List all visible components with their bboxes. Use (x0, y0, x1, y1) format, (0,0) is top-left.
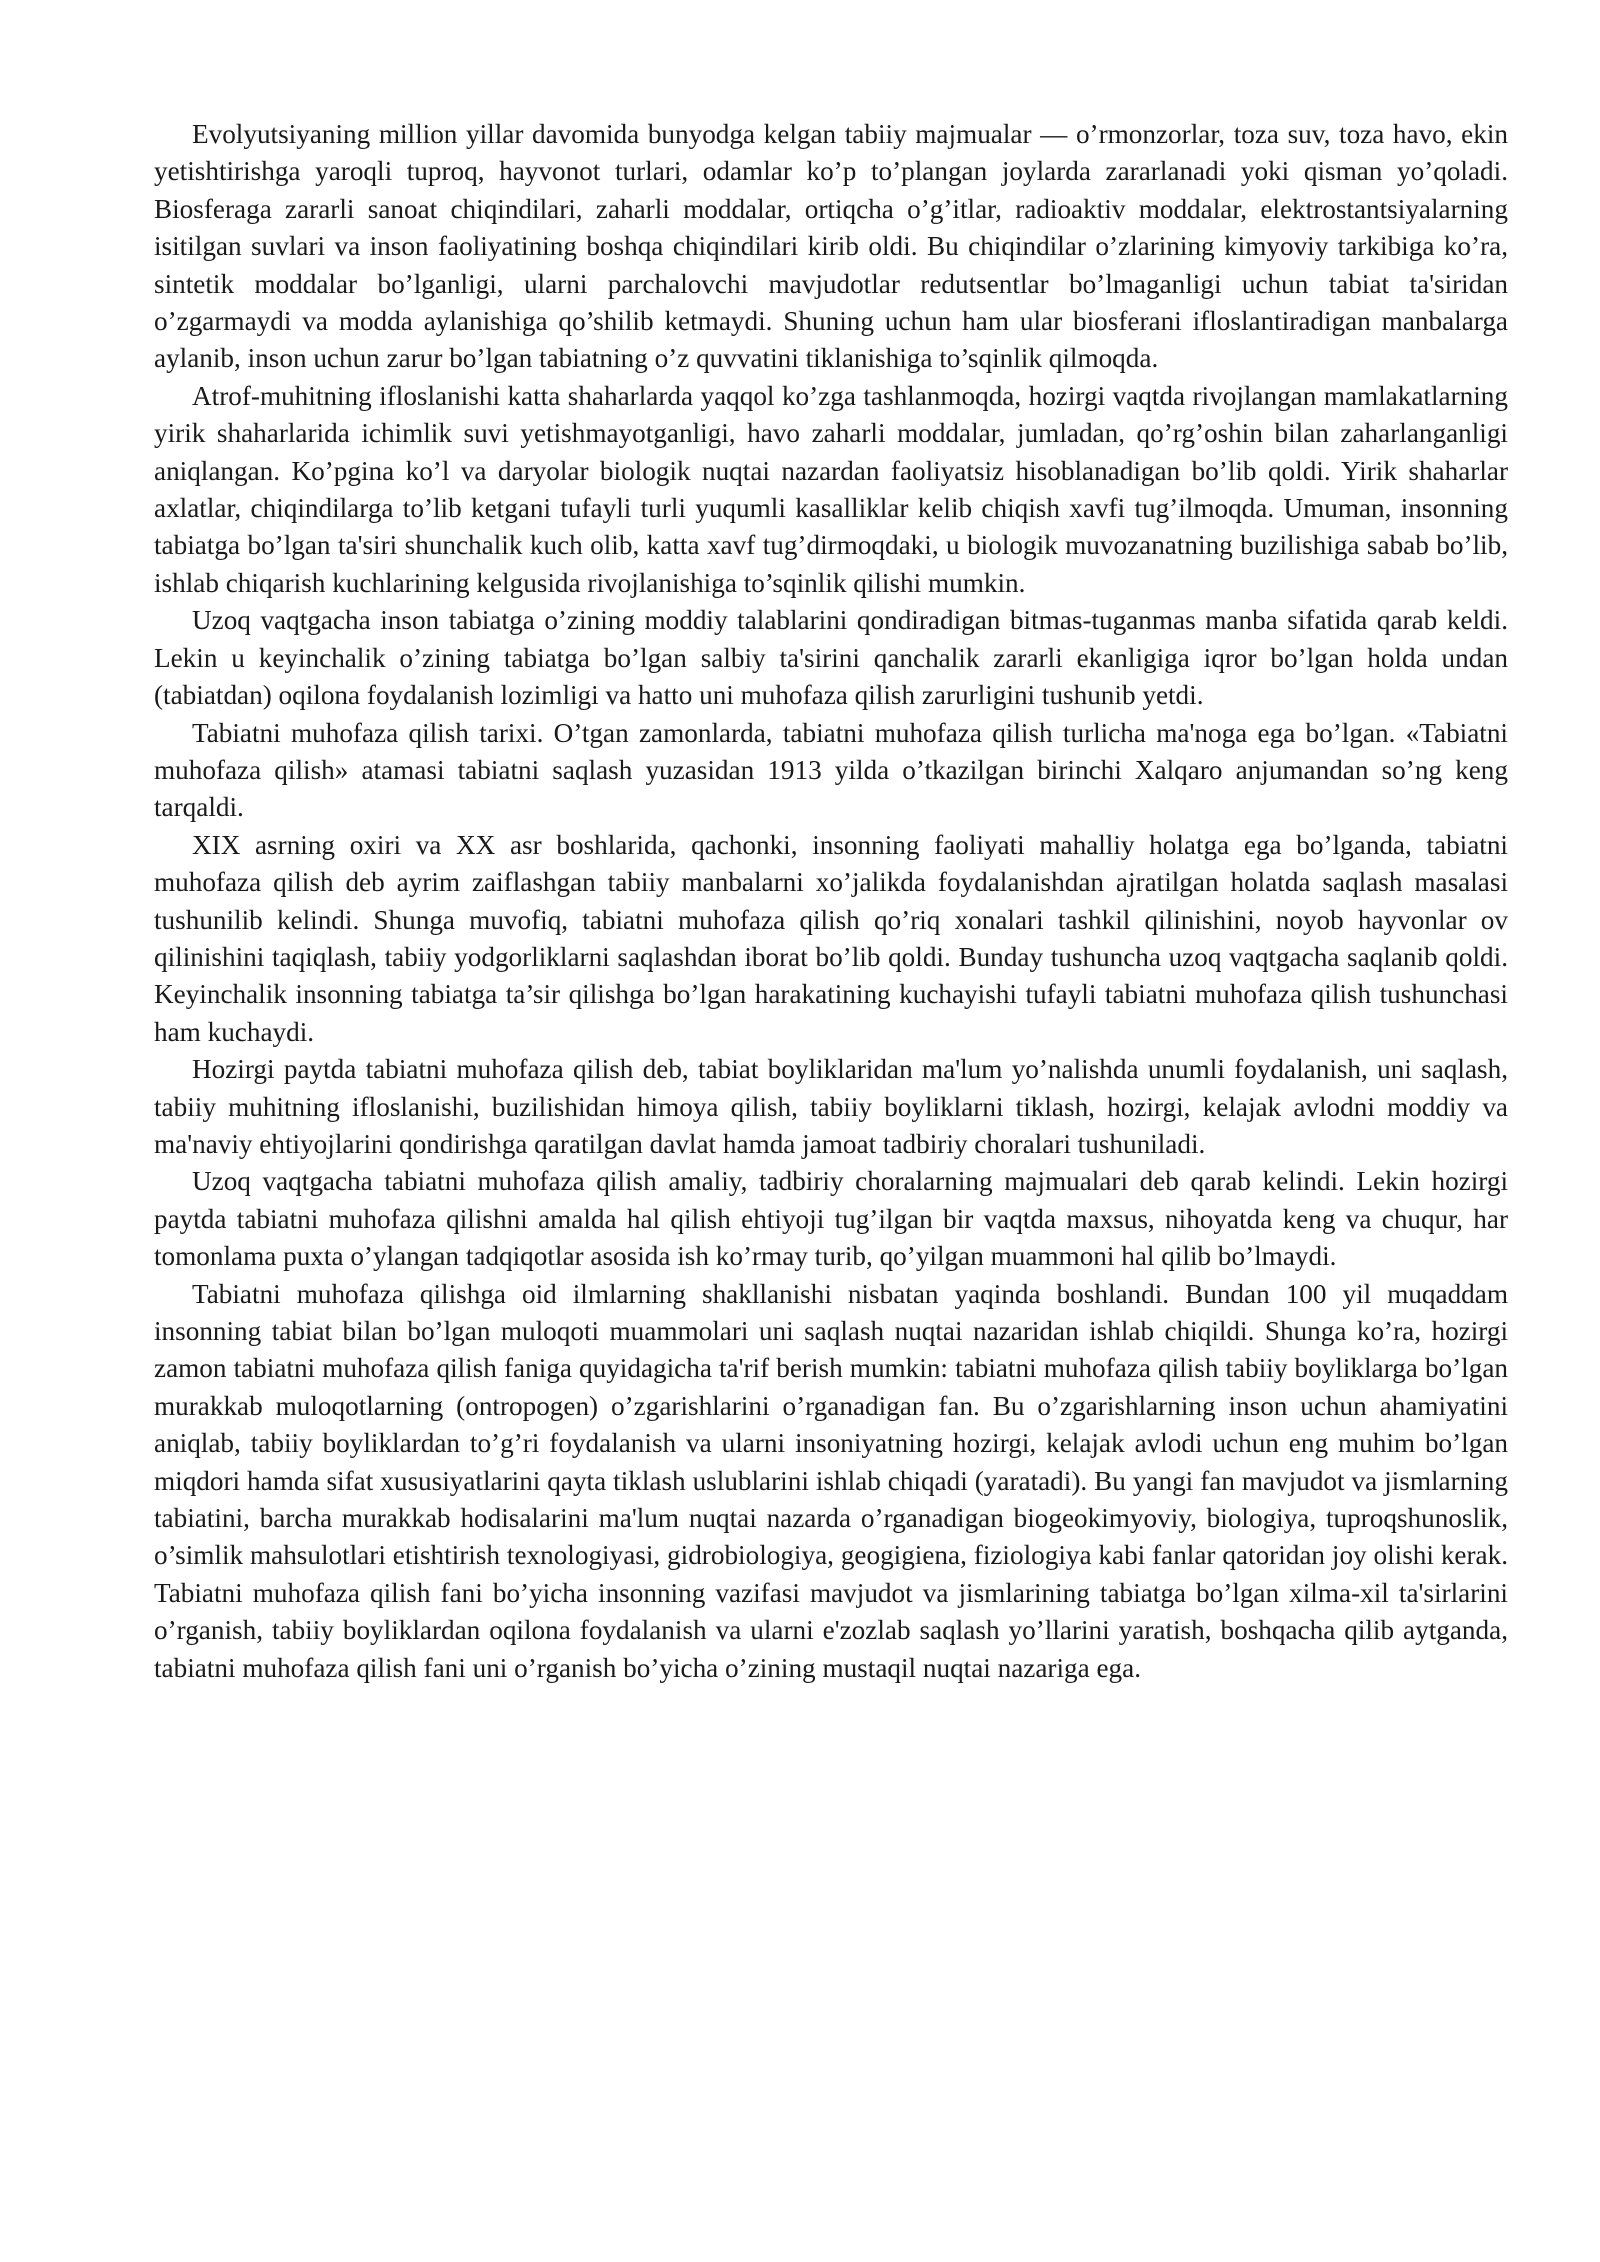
paragraph-5: XIX asrning oxiri va XX asr boshlarida, qachonki, insonning faoliyati mahalliy holatga ega bo’lganda, tabiatni muhofaza qilish deb ayrim zaiflashgan tabiiy manbalarni xo’jalikda foydalanishdan ajratilgan holatda saqlash masalasi tushunilib kelindi. Shunga muvofiq, tabiatni muhofaza qilish qo’riq xonalari tashkil qilinishini, noyob hayvonlar ov qilinishini taqiqlash, tabiiy yodgorliklarni saqlashdan iborat bo’lib qoldi. Bunday tushuncha uzoq vaqtgacha saqlanib qoldi. Keyinchalik insonning tabiatga ta’sir qilishga bo’lgan harakatining kuchayishi tufayli tabiatni muhofaza qilish tushunchasi ham kuchaydi. (154, 829, 1508, 1047)
paragraph-6: Hozirgi paytda tabiatni muhofaza qilish deb, tabiat boyliklaridan ma'lum yo’nalishda unumli foydalanish, uni saqlash, tabiiy muhitning ifloslanishi, buzilishidan himoya qilish, tabiiy boyliklarni tiklash, hozirgi, kelajak avlodni moddiy va ma'naviy ehtiyojlarini qondirishga qaratilgan davlat hamda jamoat tadbiriy choralari tushuniladi. (154, 1054, 1508, 1159)
paragraph-3: Uzoq vaqtgacha inson tabiatga o’zining moddiy talablarini qondiradigan bitmas-tuganmas manba sifatida qarab keldi. Lekin u keyinchalik o’zining tabiatga bo’lgan salbiy ta'sirini qanchalik zararli ekanligiga iqror bo’lgan holda undan (tabiatdan) oqilona foydalanish lozimligi va hatto uni muhofaza qilish zarurligini tushunib yetdi. (154, 605, 1508, 711)
paragraph-4: Tabiatni muhofaza qilish tarixi. O’tgan zamonlarda, tabiatni muhofaza qilish turlicha ma'noga ega bo’lgan. «Tabiatni muhofaza qilish» atamasi tabiatni saqlash yuzasidan 1913 yilda o’tkazilgan birinchi Xalqaro anjumandan so’ng keng tarqaldi. (154, 717, 1508, 823)
document-page (154, 116, 1508, 1687)
paragraph-2: Atrof-muhitning ifloslanishi katta shaharlarda yaqqol ko’zga tashlanmoqda, hozirgi vaqtda rivojlangan mamlakatlarning yirik shaharlarida ichimlik suvi yetishmayotganligi, havo zaharli moddalar, jumladan, qo’rg’oshin bilan zaharlanganligi aniqlangan. Ko’pgina ko’l va daryolar biologik nuqtai nazardan faoliyatsiz hisoblanadigan bo’lib qoldi. Yirik shaharlar axlatlar, chiqindilarga to’lib ketgani tufayli turli yuqumli kasalliklar kelib chiqish xavfi tug’ilmoqda. Umuman, insonning tabiatga bo’lgan ta'siri shunchalik kuch olib, katta xavf tug’dirmoqdaki, u biologik muvozanatning buzilishiga sabab bo’lib, ishlab chiqarish kuchlarining kelgusida rivojlanishiga to’sqinlik qilishi mumkin. (154, 380, 1508, 598)
paragraph-8: Tabiatni muhofaza qilishga oid ilmlarning shakllanishi nisbatan yaqinda boshlandi. Bundan 100 yil muqaddam insonning tabiat bilan bo’lgan muloqoti muammolari uni saqlash nuqtai nazaridan ishlab chiqildi. Shunga ko’ra, hozirgi zamon tabiatni muhofaza qilish faniga quyidagicha ta'rif berish mumkin: tabiatni muhofaza qilish tabiiy boyliklarga bo’lgan murakkab muloqotlarning (ontropogen) o’zgarishlarini o’rganadigan fan. Bu o’zgarishlarning inson uchun ahamiyatini aniqlab, tabiiy boyliklardan to’g’ri foydalanish va ularni insoniyatning hozirgi, kelajak avlodi uchun eng muhim bo’lgan miqdori hamda sifat xususiyatlarini qayta tiklash uslublarini ishlab chiqadi (yaratadi). Bu yangi fan mavjudot va jismlarning tabiatini, barcha murakkab hodisalarini ma'lum nuqtai nazarda o’rganadigan biogeokimyoviy, biologiya, tuproqshunoslik, o’simlik mahsulotlari etishtirish texnologiyasi, gidrobiologiya, geogigiena, fiziologiya kabi fanlar qatoridan joy olishi kerak. Tabiatni muhofaza qilish fani bo’yicha insonning vazifasi mavjudot va jismlarining tabiatga bo’lgan xilma-xil ta'sirlarini o’rganish, tabiiy boyliklardan oqilona foydalanish va ularni e'zozlab saqlash yo’llarini yaratish, boshqacha qilib aytganda, tabiatni muhofaza qilish fani uni o’rganish bo’yicha o’zining mustaqil nuqtai nazariga ega. (154, 1278, 1508, 1683)
paragraph-7: Uzoq vaqtgacha tabiatni muhofaza qilish amaliy, tadbiriy choralarning majmualari deb qarab kelindi. Lekin hozirgi paytda tabiatni muhofaza qilishni amalda hal qilish ehtiyoji tug’ilgan bir vaqtda maxsus, nihoyatda keng va chuqur, har tomonlama puxta o’ylangan tadqiqotlar asosida ish ko’rmay turib, qo’yilgan muammoni hal qilib bo’lmaydi. (154, 1166, 1508, 1272)
paragraph-1: Evolyutsiyaning million yillar davomida bunyodga kelgan tabiiy majmualar — o’rmonzorlar, toza suv, toza havo, ekin yetishtirishga yaroqli tuproq, hayvonot turlari, odamlar ko’p to’plangan joylarda zararlanadi yoki qisman yo’qoladi. Biosferaga zararli sanoat chiqindilari, zaharli moddalar, ortiqcha o’g’itlar, radioaktiv moddalar, elektrostantsiyalarning isitilgan suvlari va inson faoliyatining boshqa chiqindilari kirib oldi. Bu chiqindilar o’zlarining kimyoviy tarkibiga ko’ra, sintetik moddalar bo’lganligi, ularni parchalovchi mavjudotlar redutsentlar bo’lmaganligi uchun tabiat ta'siridan o’zgarmaydi va modda aylanishiga qo’shilib ketmaydi. Shuning uchun ham ular biosferani ifloslantiradigan manbalarga aylanib, inson uchun zarur bo’lgan tabiatning o’z quvvatini tiklanishiga to’sqinlik qilmoqda. (154, 119, 1508, 374)
